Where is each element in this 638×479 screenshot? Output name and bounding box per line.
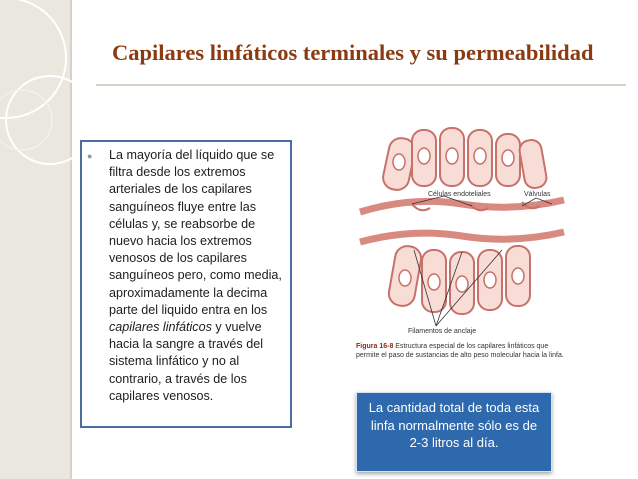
body-text-part2: y vuelve hacia la sangre a través del sistema linfático y no al contrario, a través de los capilares venosos. — [109, 320, 264, 403]
label-anchoring-filaments: Filamentos de anclaje — [408, 328, 477, 335]
figure-caption — [356, 342, 568, 360]
lymphatic-capillary-illustration — [352, 100, 572, 340]
body-text-part1: La mayoría del líquido que se filtra desde los extremos arteriales de los capilares sanguíneos fluye entre las células y, se reabsorbe de nuevo hacia los extremos venosos de los capilares sanguíneos pero, como media, aproximadamente la decima parte del liquido entra en los — [109, 148, 282, 317]
figure-caption-text: Estructura especial de los capilares linfáticos que permite el paso de sustancias de alto peso molecular hacia la linfa. — [356, 343, 564, 359]
label-endothelial-cells: Células endoteliales — [428, 191, 491, 198]
body-paragraph — [109, 147, 291, 405]
label-valves: Válvulas — [524, 191, 551, 198]
bullet-icon: ● — [87, 151, 93, 161]
slide-title: Capilares linfáticos terminales y su permeabilidad — [112, 40, 594, 65]
title-divider — [96, 84, 626, 86]
figure-caption-number: Figura 16-8 — [356, 343, 394, 350]
callout-box: La cantidad total de toda esta linfa normalmente sólo es de 2-3 litros al día. — [356, 392, 552, 472]
body-text-italic: capilares linfáticos — [109, 320, 212, 335]
